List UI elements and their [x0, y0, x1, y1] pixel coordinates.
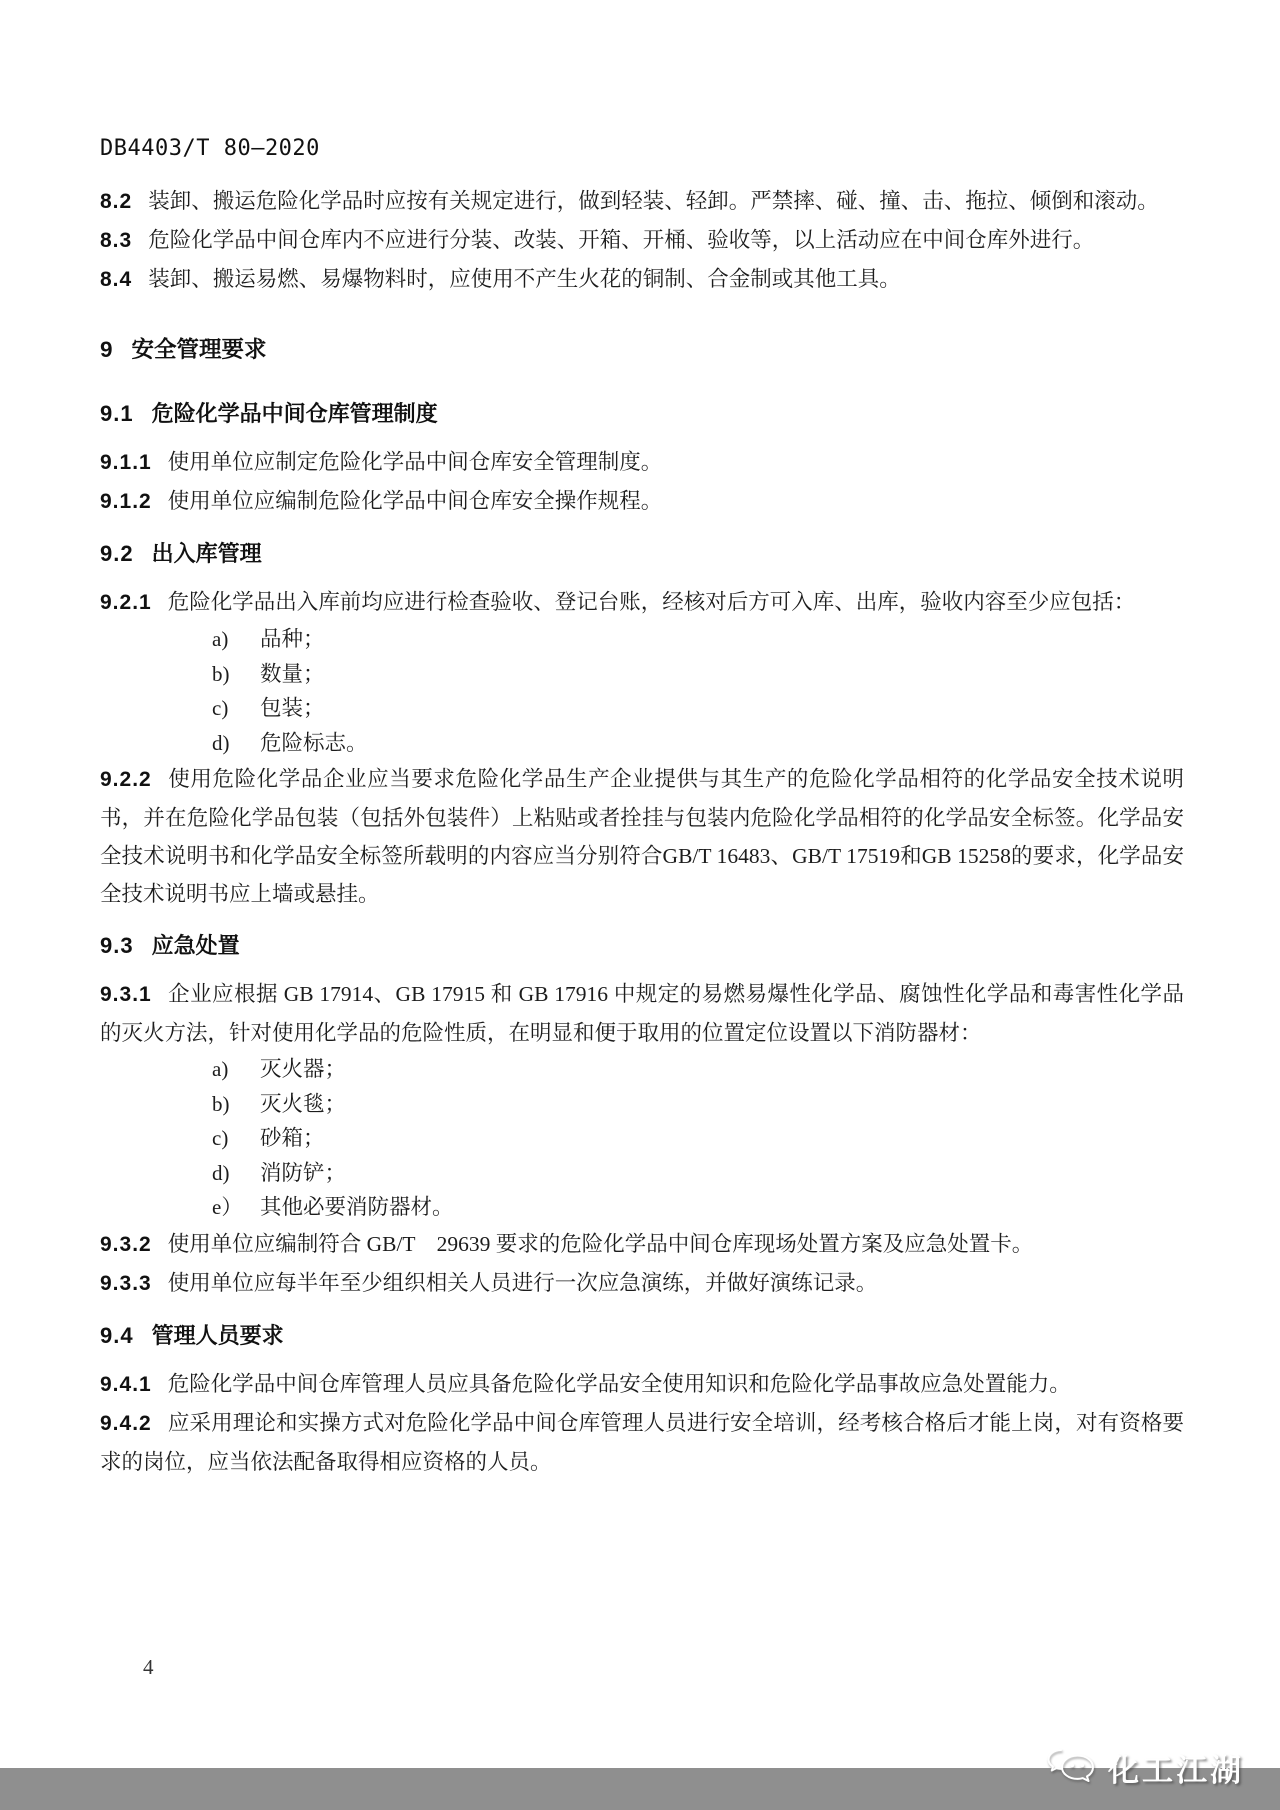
section-9-1-title: 危险化学品中间仓库管理制度: [151, 401, 438, 426]
clause-9-3-3-number: 9.3.3: [100, 1271, 152, 1295]
clause-9-2-2-number: 9.2.2: [100, 768, 152, 791]
clause-9-1-1-number: 9.1.1: [100, 451, 152, 474]
section-9-4-number: 9.4: [100, 1322, 134, 1348]
list-item-marker: a): [212, 1057, 229, 1081]
list-item: [212, 1156, 1184, 1191]
clause-9-3-2: [100, 1225, 1184, 1264]
list-item-marker: b): [212, 661, 230, 686]
list-item-text: 数量；: [260, 661, 325, 686]
list-item: [212, 1121, 1184, 1156]
list-item-marker: a): [212, 627, 229, 651]
clause-9-4-1: [100, 1365, 1184, 1404]
clause-9-1-2: [100, 482, 1184, 521]
clause-9-4-2-number: 9.4.2: [100, 1411, 152, 1435]
list-item: [212, 622, 1184, 657]
clause-9-4-1-text: 危险化学品中间仓库管理人员应具备危险化学品安全使用知识和危险化学品事故应急处置能力。: [167, 1371, 1071, 1396]
section-9-heading: [100, 331, 1184, 369]
list-item-text: 消防铲；: [260, 1160, 347, 1185]
page-content: [100, 0, 1184, 1481]
list-item: [212, 1190, 1184, 1225]
clause-9-3-2-number: 9.3.2: [100, 1232, 152, 1256]
clause-8-3-text: 危险化学品中间仓库内不应进行分装、改装、开箱、开桶、验收等，以上活动应在中间仓库外进行。: [148, 228, 1095, 252]
list-item: [212, 1052, 1184, 1087]
section-9-1-heading: [100, 395, 1184, 433]
clause-9-2-1: [100, 583, 1184, 622]
list-item: [212, 1087, 1184, 1122]
clause-9-1-1: [100, 443, 1184, 482]
section-9-3-number: 9.3: [100, 933, 134, 958]
clause-9-4-2: [100, 1404, 1184, 1481]
clause-9-4-2-text: 应采用理论和实操方式对危险化学品中间仓库管理人员进行安全培训，经考核合格后才能上岗，对有资格要求的岗位，应当依法配备取得相应资格的人员。: [100, 1410, 1184, 1474]
section-9-3-title: 应急处置: [151, 933, 240, 958]
clause-9-2-2: [100, 760, 1184, 913]
list-item-marker: b): [212, 1091, 230, 1116]
section-9-1-number: 9.1: [100, 401, 134, 426]
section-9-2-title: 出入库管理: [151, 541, 262, 566]
clause-9-1-1-text: 使用单位应制定危险化学品中间仓库安全管理制度。: [167, 450, 663, 474]
list-item-text: 包装；: [260, 696, 325, 720]
clause-9-3-1-text: 企业应根据 GB 17914、GB 17915 和 GB 17916 中规定的易燃易爆性化学品、腐蚀性化学品和毒害性化学品的灭火方法，针对使用化学品的危险性质，在明显和便于取用的位置定位设置以下消防器材：: [100, 982, 1184, 1045]
list-item-text: 砂箱；: [260, 1126, 325, 1150]
clause-9-1-2-text: 使用单位应编制危险化学品中间仓库安全操作规程。: [167, 489, 663, 513]
clause-9-3-1-number: 9.3.1: [100, 983, 152, 1006]
clause-9-3-1: [100, 975, 1184, 1052]
clause-8-2-text: 装卸、搬运危险化学品时应按有关规定进行，做到轻装、轻卸。严禁摔、碰、撞、击、拖拉、倾倒和滚动。: [148, 189, 1159, 213]
standard-number: DB4403/T 80—2020: [100, 136, 320, 161]
list-item: [212, 657, 1184, 692]
list-item-marker: d): [212, 730, 230, 755]
list-item-text: 灭火毯；: [260, 1091, 347, 1116]
section-9-3-heading: [100, 927, 1184, 965]
section-9-title: 安全管理要求: [131, 337, 267, 362]
list-item-marker: d): [212, 1160, 230, 1185]
receiving-check-list: [100, 622, 1184, 760]
list-item-text: 危险标志。: [260, 730, 368, 755]
clause-9-3-2-text: 使用单位应编制符合 GB/T 29639 要求的危险化学品中间仓库现场处置方案及应急处置卡。: [167, 1231, 1034, 1256]
list-item-text: 品种；: [260, 627, 325, 651]
clause-8-2: [100, 182, 1184, 221]
section-9-2-number: 9.2: [100, 541, 134, 566]
section-9-2-heading: [100, 535, 1184, 573]
list-item-marker: c): [212, 1126, 229, 1150]
footer-logo-text: 化工江湖: [1108, 1753, 1244, 1788]
list-item: [212, 726, 1184, 761]
clause-9-2-2-text: 使用危险化学品企业应当要求危险化学品生产企业提供与其生产的危险化学品相符的化学品安全技术说明书，并在危险化学品包装（包括外包装件）上粘贴或者拴挂与包装内危险化学品相符的化学品安全标签。化学品安全技术说明书和化学品安全标签所载明的内容应当分别符合GB/T 16483、GB/T 17519和GB 15258的要求，化学品安全技术说明书应上墙或悬挂。: [100, 767, 1184, 906]
list-item: [212, 691, 1184, 726]
clause-8-3: [100, 221, 1184, 260]
clause-9-3-3-text: 使用单位应每半年至少组织相关人员进行一次应急演练，并做好演练记录。: [167, 1270, 878, 1295]
clause-9-4-1-number: 9.4.1: [100, 1372, 152, 1396]
clause-9-1-2-number: 9.1.2: [100, 490, 152, 513]
list-item-text: 灭火器；: [260, 1057, 347, 1081]
list-item-text: 其他必要消防器材。: [260, 1195, 454, 1219]
clause-9-3-3: [100, 1264, 1184, 1303]
list-item-marker: e）: [212, 1195, 243, 1219]
clause-9-2-1-number: 9.2.1: [100, 591, 152, 614]
clause-8-4-text: 装卸、搬运易燃、易爆物料时，应使用不产生火花的铜制、合金制或其他工具。: [148, 267, 901, 291]
clause-8-4-number: 8.4: [100, 268, 133, 291]
list-item-marker: c): [212, 696, 229, 720]
footer-logo: [1044, 1745, 1244, 1790]
fire-equipment-list: [100, 1052, 1184, 1225]
clause-8-2-number: 8.2: [100, 190, 133, 213]
wechat-icon: [1044, 1746, 1098, 1790]
clause-9-2-1-text: 危险化学品出入库前均应进行检查验收、登记台账，经核对后方可入库、出库，验收内容至少应包括：: [167, 590, 1136, 614]
clause-8-3-number: 8.3: [100, 229, 133, 252]
page-number: 4: [143, 1655, 154, 1679]
clause-8-4: [100, 260, 1184, 299]
section-9-4-heading: [100, 1317, 1184, 1355]
section-9-number: 9: [100, 337, 114, 362]
section-9-4-title: 管理人员要求: [151, 1322, 284, 1348]
